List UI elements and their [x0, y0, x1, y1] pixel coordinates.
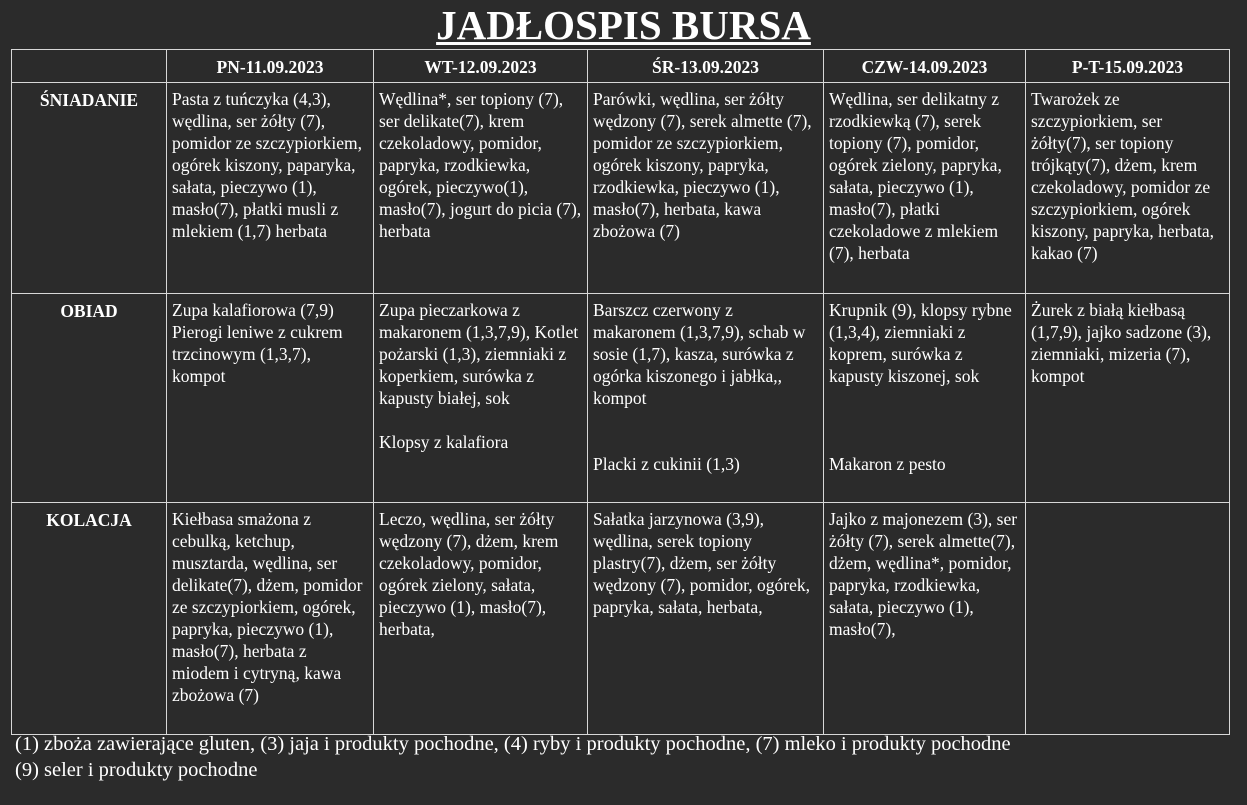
menu-cell-spacer [593, 431, 818, 453]
menu-table [11, 49, 1230, 735]
meal-row-lunch [12, 294, 1230, 503]
header-day-tuesday: WT-12.09.2023 [374, 50, 588, 83]
menu-cell-text: Pasta z tuńczyka (4,3), wędlina, ser żółty (7), pomidor ze szczypiorkiem, ogórek kiszony, paparyka, sałata, pieczywo (1), masło(7), płatki musli z mlekiem (1,7) herbata [172, 89, 363, 241]
menu-cell-text: Klopsy z kalafiora [379, 432, 509, 452]
menu-cell-text: Krupnik (9), klopsy rybne (1,3,4), ziemniaki z koprem, surówka z kapusty kiszonej, sok [829, 300, 1012, 386]
menu-cell [167, 294, 374, 503]
menu-cell-spacer [593, 409, 818, 431]
page-title [0, 2, 1247, 48]
menu-cell-text: Żurek z białą kiełbasą (1,7,9), jajko sadzone (3), ziemniaki, mizeria (7), kompot [1031, 300, 1212, 386]
header-corner [12, 50, 167, 83]
menu-cell-text: Zupa pieczarkowa z makaronem (1,3,7,9), Kotlet pożarski (1,3), ziemniaki z koperkiem, surówka z kapusty białej, sok [379, 300, 579, 408]
menu-cell-text: Jajko z majonezem (3), ser żółty (7), serek almette(7), dżem, wędlina*, pomidor, papryka, rzodkiewka, sałata, pieczywo (1), masło(7), [829, 509, 1018, 639]
menu-cell-text: Placki z cukinii (1,3) [593, 454, 740, 474]
menu-cell-text: Makaron z pesto [829, 454, 946, 474]
menu-cell-spacer [829, 387, 1020, 409]
menu-cell [167, 83, 374, 294]
header-day-monday: PN-11.09.2023 [167, 50, 374, 83]
menu-cell [588, 83, 824, 294]
meal-row-dinner [12, 503, 1230, 735]
header-day-thursday: CZW-14.09.2023 [824, 50, 1026, 83]
menu-cell [824, 503, 1026, 735]
menu-cell-text: Sałatka jarzynowa (3,9), wędlina, serek topiony plastry(7), dżem, ser żółty wędzony (7), pomidor, ogórek, papryka, sałata, herbata, [593, 509, 811, 617]
meal-label-breakfast: ŚNIADANIE [12, 83, 167, 294]
menu-cell-text: Parówki, wędlina, ser żółty wędzony (7), serek almette (7), pomidor ze szczypiorkiem, ogórek kiszony, papryka, rzodkiewka, pieczywo (1), masło(7), herbata, kawa zbożowa (7) [593, 89, 812, 241]
header-day-wednesday: ŚR-13.09.2023 [588, 50, 824, 83]
menu-cell [588, 503, 824, 735]
legend-line: (1) zboża zawierające gluten, (3) jaja i produkty pochodne, (4) ryby i produkty pochodne, (7) mleko i produkty pochodne [15, 733, 1011, 755]
meal-label-dinner: KOLACJA [12, 503, 167, 735]
menu-cell-text: Leczo, wędlina, ser żółty wędzony (7), dżem, krem czekoladowy, pomidor, ogórek zielony, sałata, pieczywo (1), masło(7), herbata, [379, 509, 559, 639]
menu-cell [824, 83, 1026, 294]
menu-cell-text: Zupa kalafiorowa (7,9) Pierogi leniwe z cukrem trzcinowym (1,3,7), kompot [172, 300, 343, 386]
menu-cell-text: Barszcz czerwony z makaronem (1,3,7,9), schab w sosie (1,7), kasza, surówka z ogórka kiszonego i jabłka,, kompot [593, 300, 806, 408]
menu-cell-spacer [829, 409, 1020, 431]
page-title-text: JADŁOSPIS BURSA [436, 2, 811, 48]
menu-cell [824, 294, 1026, 503]
menu-cell [374, 83, 588, 294]
menu-cell-spacer [379, 409, 582, 431]
menu-cell [374, 294, 588, 503]
menu-cell [1026, 83, 1230, 294]
menu-cell [167, 503, 374, 735]
menu-cell [374, 503, 588, 735]
menu-cell [1026, 503, 1230, 735]
menu-cell-text: Wędlina, ser delikatny z rzodkiewką (7), serek topiony (7), pomidor, ogórek zielony, papryka, sałata, pieczywo (1), masło(7), płatki czekoladowe z mlekiem (7), herbata [829, 89, 1002, 263]
meal-row-breakfast [12, 83, 1230, 294]
menu-cell-text: Twarożek ze szczypiorkiem, ser żółty(7), ser topiony trójkąty(7), dżem, krem czekoladowy, pomidor ze szczypiorkiem, ogórek kiszony, papryka, herbata, kakao (7) [1031, 89, 1215, 263]
header-row [12, 50, 1230, 83]
menu-cell [1026, 294, 1230, 503]
menu-cell-text: Kiełbasa smażona z cebulką, ketchup, musztarda, wędlina, ser delikate(7), dżem, pomidor ze szczypiorkiem, ogórek, papryka, pieczywo (1), masło(7), herbata z miodem i cytryną, kawa zbożowa (7) [172, 509, 363, 705]
header-day-friday: P-T-15.09.2023 [1026, 50, 1230, 83]
meal-label-lunch: OBIAD [12, 294, 167, 503]
menu-cell-text: Wędlina*, ser topiony (7), ser delikate(7), krem czekoladowy, pomidor, papryka, rzodkiewka, ogórek, pieczywo(1), masło(7), jogurt do picia (7), herbata [379, 89, 582, 241]
menu-cell [588, 294, 824, 503]
menu-cell-spacer [829, 431, 1020, 453]
allergen-legend [15, 731, 1235, 783]
legend-line: (9) seler i produkty pochodne [15, 759, 258, 781]
